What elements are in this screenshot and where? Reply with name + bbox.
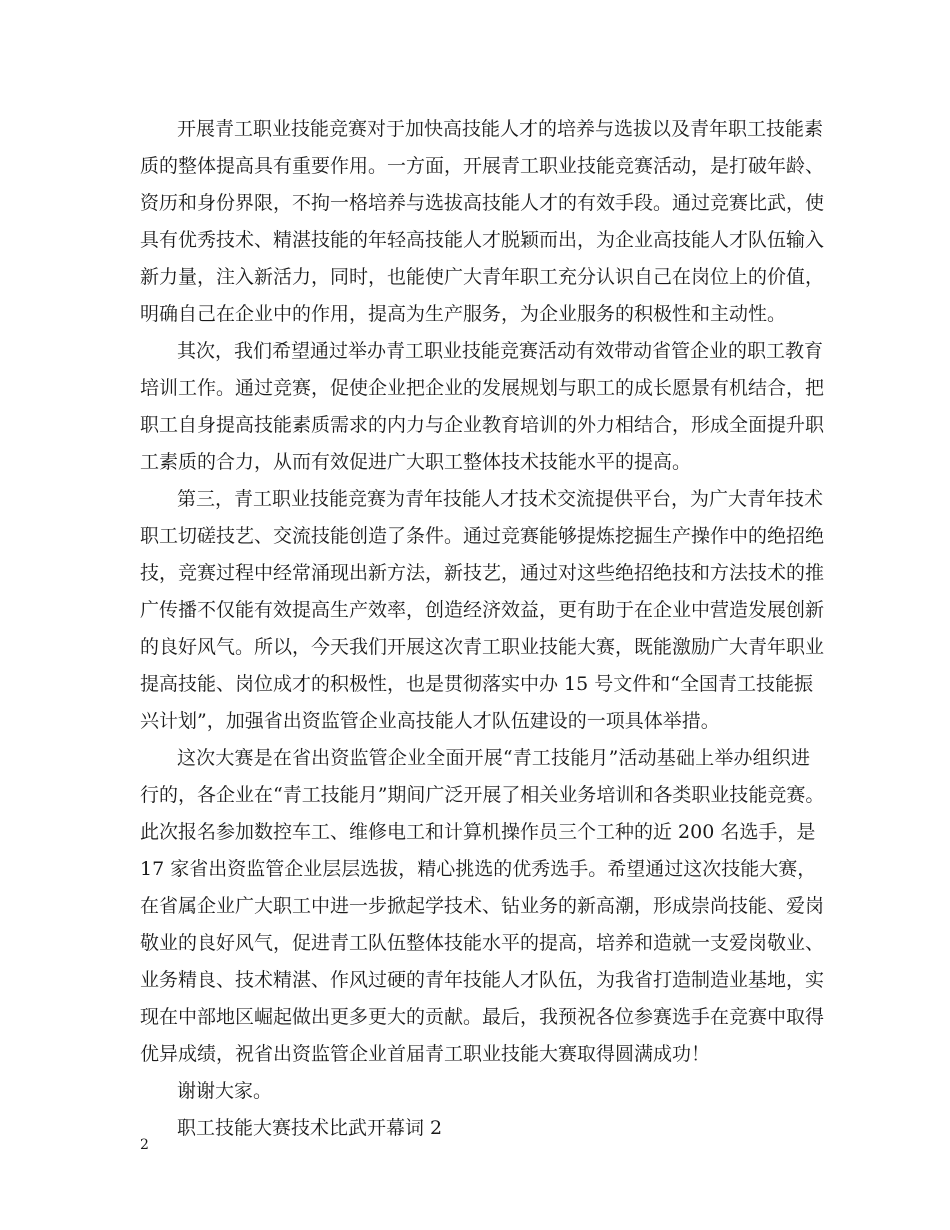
text-line: 职工自身提高技能素质需求的内力与企业教育培训的外力相结合，形成全面提升职: [140, 414, 825, 436]
text-line: 质的整体提高具有重要作用。一方面，开展青工职业技能竞赛活动，是打破年龄、: [140, 155, 825, 177]
text-line: 谢谢大家。: [177, 1080, 273, 1102]
text-line: 现在中部地区崛起做出更多更大的贡献。最后，我预祝各位参赛选手在竞赛中取得: [140, 1006, 825, 1028]
text-line: 工素质的合力，从而有效促进广大职工整体技术技能水平的提高。: [140, 451, 692, 473]
text-line: 敬业的良好风气，促进青工队伍整体技能水平的提高，培养和造就一支爱岗敬业、: [140, 932, 825, 954]
text-line: 职工切磋技艺、交流技能创造了条件。通过竞赛能够提炼挖掘生产操作中的绝招绝: [140, 525, 825, 547]
text-line: 兴计划”，加强省出资监管企业高技能人才队伍建设的一项具体举措。: [140, 710, 720, 732]
text-line: 广传播不仅能有效提高生产效率，创造经济效益，更有助于在企业中营造发展创新: [140, 599, 825, 621]
text-line: 明确自己在企业中的作用，提高为生产服务，为企业服务的积极性和主动性。: [140, 303, 787, 325]
section-heading: 职工技能大赛技术比武开幕词 2: [177, 1117, 443, 1139]
page-number: 2: [140, 1137, 149, 1153]
text-line: 新力量，注入新活力，同时，也能使广大青年职工充分认识自己在岗位上的价值，: [140, 266, 825, 288]
text-line: 开展青工职业技能竞赛对于加快高技能人才的培养与选拔以及青年职工技能素: [177, 118, 824, 140]
text-line: 业务精良、技术精湛、作风过硬的青年技能人才队伍，为我省打造制造业基地，实: [140, 969, 825, 991]
text-line: 的良好风气。所以，今天我们开展这次青工职业技能大赛，既能激励广大青年职业: [140, 636, 825, 658]
text-line: 行的，各企业在“青工技能月”期间广泛开展了相关业务培训和各类职业技能竞赛。: [140, 784, 825, 806]
text-line: 第三，青工职业技能竞赛为青年技能人才技术交流提供平台，为广大青年技术: [177, 488, 824, 510]
text-line: 资历和身份界限，不拘一格培养与选拔高技能人才的有效手段。通过竞赛比武，使: [140, 192, 825, 214]
text-line: 提高技能、岗位成才的积极性，也是贯彻落实中办 15 号文件和“全国青工技能振: [140, 673, 813, 695]
text-line: 17 家省出资监管企业层层选拔，精心挑选的优秀选手。希望通过这次技能大赛，: [140, 858, 817, 880]
text-line: 优异成绩，祝省出资监管企业首届青工职业技能大赛取得圆满成功！: [140, 1043, 711, 1065]
text-line: 具有优秀技术、精湛技能的年轻高技能人才脱颖而出，为企业高技能人才队伍输入: [140, 229, 825, 251]
text-line: 在省属企业广大职工中进一步掀起学技术、钻业务的新高潮，形成崇尚技能、爱岗: [140, 895, 825, 917]
text-line: 技，竞赛过程中经常涌现出新方法，新技艺，通过对这些绝招绝技和方法技术的推: [140, 562, 825, 584]
text-line: 其次，我们希望通过举办青工职业技能竞赛活动有效带动省管企业的职工教育: [177, 340, 824, 362]
text-line: 培训工作。通过竞赛，促使企业把企业的发展规划与职工的成长愿景有机结合，把: [140, 377, 825, 399]
text-line: 此次报名参加数控车工、维修电工和计算机操作员三个工种的近 200 名选手，是: [140, 821, 816, 843]
text-line: 这次大赛是在省出资监管企业全面开展“青工技能月”活动基础上举办组织进: [177, 747, 810, 769]
